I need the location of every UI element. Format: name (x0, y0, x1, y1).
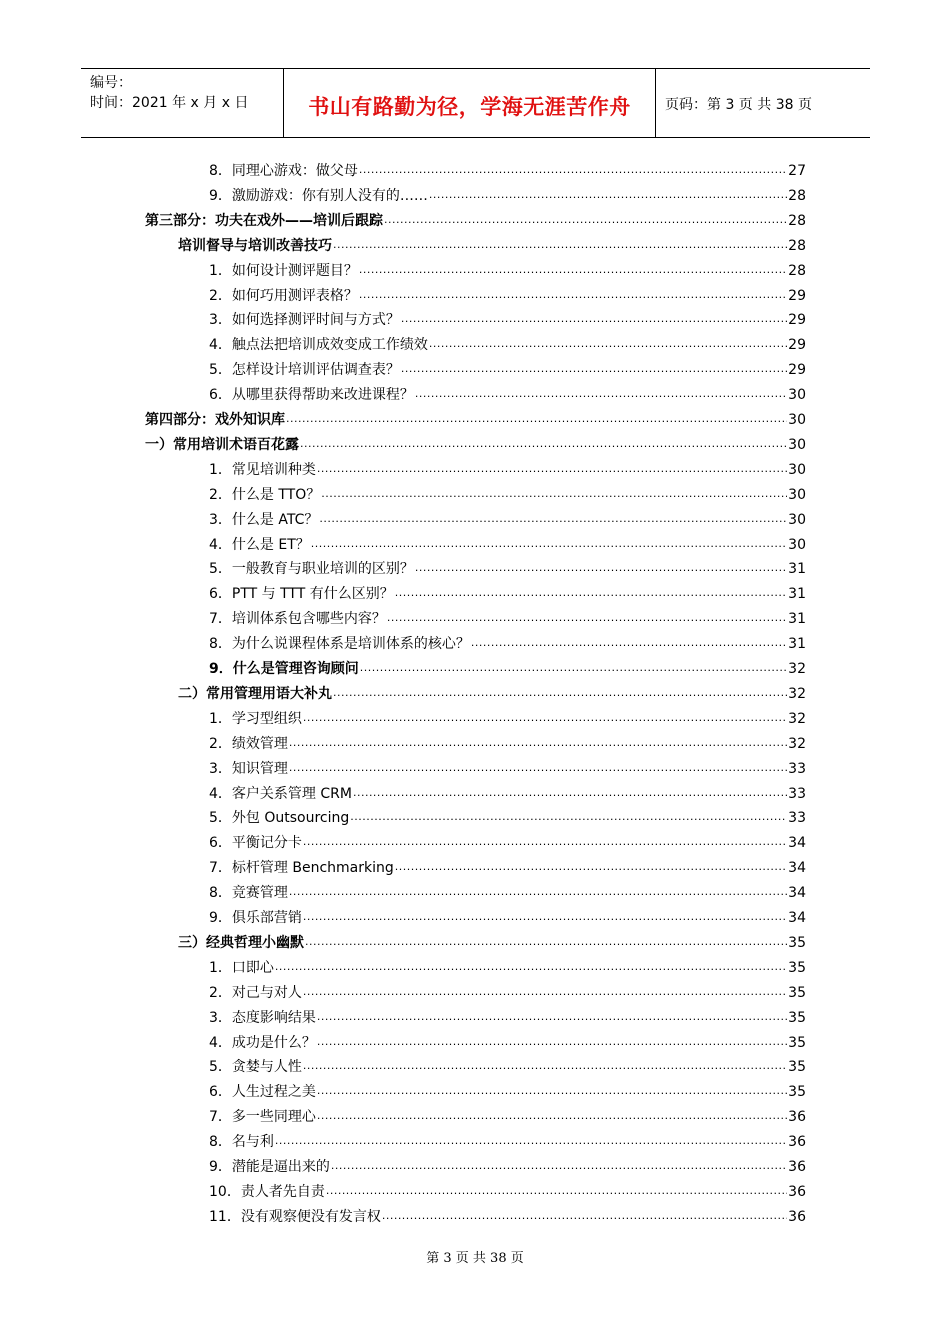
toc-entry-page-number: 30 (788, 462, 806, 478)
toc-entry[interactable] (209, 1106, 806, 1126)
toc-entry-title: 7．多一些同理心 (209, 1109, 316, 1125)
toc-entry-title: 1．口即心 (209, 960, 274, 976)
toc-entry-page-number: 34 (788, 835, 806, 851)
toc-entry-page-number: 31 (788, 561, 806, 577)
toc-dot-leader (319, 512, 787, 526)
toc-entry[interactable] (209, 309, 806, 329)
toc-dot-leader (289, 885, 787, 899)
toc-entry-page-number: 35 (788, 935, 806, 951)
toc-entry-page-number: 34 (788, 910, 806, 926)
toc-entry-title: 三）经典哲理小幽默 (178, 935, 304, 951)
toc-dot-leader (303, 711, 787, 725)
toc-dot-leader (429, 337, 787, 351)
toc-entry-page-number: 30 (788, 537, 806, 553)
toc-dot-leader (303, 910, 787, 924)
toc-dot-leader (350, 810, 787, 824)
toc-dot-leader (317, 1084, 787, 1098)
toc-dot-leader (382, 1209, 787, 1223)
toc-entry[interactable] (209, 1007, 806, 1027)
toc-dot-leader (384, 213, 787, 227)
toc-entry-title: 2．什么是 TTO？ (209, 487, 321, 503)
toc-entry[interactable] (209, 359, 806, 379)
toc-entry[interactable] (209, 982, 806, 1002)
toc-entry[interactable] (209, 807, 806, 827)
toc-dot-leader (333, 686, 787, 700)
toc-entry-title: 2．如何巧用测评表格？ (209, 288, 358, 304)
toc-dot-leader (333, 238, 787, 252)
toc-entry[interactable] (209, 633, 806, 653)
toc-entry-title: 3．知识管理 (209, 761, 288, 777)
toc-entry-title: 3．什么是 ATC？ (209, 512, 319, 528)
toc-dot-leader (300, 437, 787, 451)
toc-entry[interactable] (209, 783, 806, 803)
toc-entry-page-number: 31 (788, 611, 806, 627)
toc-dot-leader (359, 288, 787, 302)
toc-entry[interactable] (209, 1131, 806, 1151)
header-page-info: 页码：第 3 页 共 38 页 (665, 97, 812, 113)
toc-entry-title: 9．什么是管理咨询顾问 (209, 661, 359, 677)
toc-entry-page-number: 35 (788, 1035, 806, 1051)
toc-entry-page-number: 28 (788, 188, 806, 204)
toc-entry-title: 6．人生过程之美 (209, 1084, 316, 1100)
toc-dot-leader (429, 188, 787, 202)
toc-dot-leader (359, 263, 787, 277)
toc-entry-page-number: 31 (788, 636, 806, 652)
toc-entry-title: 6．平衡记分卡 (209, 835, 302, 851)
toc-entry-page-number: 36 (788, 1134, 806, 1150)
toc-dot-leader (395, 860, 787, 874)
toc-entry[interactable] (178, 932, 806, 952)
toc-dot-leader (415, 387, 787, 401)
toc-entry-page-number: 30 (788, 387, 806, 403)
toc-entry-page-number: 35 (788, 1059, 806, 1075)
toc-entry[interactable] (209, 1156, 806, 1176)
toc-entry[interactable] (209, 1081, 806, 1101)
toc-entry-title: 11．没有观察便没有发言权 (209, 1209, 381, 1225)
toc-dot-leader (286, 412, 787, 426)
toc-entry[interactable] (178, 683, 806, 703)
toc-dot-leader (303, 835, 787, 849)
toc-entry[interactable] (209, 608, 806, 628)
toc-entry-page-number: 36 (788, 1184, 806, 1200)
toc-entry-page-number: 28 (788, 213, 806, 229)
toc-entry-page-number: 34 (788, 860, 806, 876)
toc-entry-title: 1．如何设计测评题目？ (209, 263, 358, 279)
toc-entry-title: 4．客户关系管理 CRM (209, 786, 352, 802)
toc-entry-page-number: 33 (788, 761, 806, 777)
header-meta-cell (81, 69, 283, 137)
toc-entry[interactable] (209, 658, 806, 678)
toc-entry-page-number: 32 (788, 736, 806, 752)
toc-dot-leader (401, 362, 787, 376)
toc-entry-page-number: 35 (788, 1010, 806, 1026)
toc-entry[interactable] (209, 334, 806, 354)
toc-entry-title: 4．触点法把培训成效变成工作绩效 (209, 337, 428, 353)
toc-entry-page-number: 33 (788, 810, 806, 826)
toc-dot-leader (303, 1059, 787, 1073)
toc-entry-page-number: 30 (788, 512, 806, 528)
toc-entry[interactable] (209, 484, 806, 504)
toc-entry-title: 二）常用管理用语大补丸 (178, 686, 332, 702)
toc-entry-title: 8．名与利 (209, 1134, 274, 1150)
toc-dot-leader (359, 163, 787, 177)
toc-entry-title: 培训督导与培训改善技巧 (178, 238, 332, 254)
toc-entry-title: 6．从哪里获得帮助来改进课程？ (209, 387, 414, 403)
toc-entry-page-number: 36 (788, 1209, 806, 1225)
toc-entry-page-number: 30 (788, 437, 806, 453)
toc-entry[interactable] (209, 459, 806, 479)
toc-dot-leader (289, 736, 787, 750)
toc-entry-page-number: 36 (788, 1109, 806, 1125)
toc-entry-title: 8．竞赛管理 (209, 885, 288, 901)
toc-entry[interactable] (209, 957, 806, 977)
toc-entry[interactable] (209, 534, 806, 554)
toc-entry[interactable] (209, 185, 806, 205)
toc-entry-page-number: 29 (788, 337, 806, 353)
toc-entry[interactable] (178, 235, 806, 255)
toc-entry-page-number: 30 (788, 412, 806, 428)
toc-entry[interactable] (145, 409, 806, 429)
toc-dot-leader (387, 611, 787, 625)
toc-entry-page-number: 35 (788, 960, 806, 976)
toc-entry-title: 8．同理心游戏：做父母 (209, 163, 358, 179)
toc-entry-title: 10．责人者先自责 (209, 1184, 325, 1200)
toc-entry[interactable] (209, 583, 806, 603)
toc-dot-leader (311, 537, 787, 551)
toc-entry[interactable] (209, 160, 806, 180)
toc-dot-leader (317, 1035, 787, 1049)
toc-dot-leader (317, 1109, 787, 1123)
toc-entry-title: 4．什么是 ET？ (209, 537, 310, 553)
toc-entry-page-number: 35 (788, 1084, 806, 1100)
toc-dot-leader (317, 462, 787, 476)
toc-dot-leader (360, 661, 787, 675)
toc-entry[interactable] (209, 882, 806, 902)
header-slogan: 书山有路勤为径，学海无涯苦作舟 (308, 95, 631, 119)
toc-dot-leader (353, 786, 787, 800)
toc-dot-leader (321, 487, 787, 501)
toc-entry[interactable] (209, 708, 806, 728)
page-header (81, 68, 870, 138)
toc-entry-title: 5．外包 Outsourcing (209, 810, 350, 826)
toc-entry-title: 第四部分：戏外知识库 (145, 412, 285, 428)
toc-entry[interactable] (209, 260, 806, 280)
toc-entry-page-number: 32 (788, 711, 806, 727)
toc-dot-leader (305, 935, 787, 949)
toc-entry-page-number: 32 (788, 661, 806, 677)
toc-entry[interactable] (209, 1032, 806, 1052)
page-footer: 第 3 页 共 38 页 (426, 1251, 524, 1266)
toc-entry-page-number: 32 (788, 686, 806, 702)
toc-dot-leader (303, 985, 787, 999)
toc-entry-page-number: 35 (788, 985, 806, 1001)
document-number-label: 编号： (90, 75, 132, 91)
toc-entry[interactable] (209, 857, 806, 877)
toc-entry-title: 7．培训体系包含哪些内容？ (209, 611, 386, 627)
toc-entry-page-number: 28 (788, 238, 806, 254)
toc-entry[interactable] (145, 434, 806, 454)
toc-dot-leader (275, 1134, 787, 1148)
toc-entry-page-number: 29 (788, 288, 806, 304)
toc-entry[interactable] (209, 733, 806, 753)
toc-entry[interactable] (209, 758, 806, 778)
header-slogan-cell (283, 69, 656, 137)
toc-entry[interactable] (209, 509, 806, 529)
toc-entry-title: 1．常见培训种类 (209, 462, 316, 478)
toc-entry[interactable] (209, 832, 806, 852)
toc-entry[interactable] (209, 1056, 806, 1076)
toc-entry-title: 3．态度影响结果 (209, 1010, 316, 1026)
toc-dot-leader (317, 1010, 787, 1024)
toc-entry-page-number: 28 (788, 263, 806, 279)
toc-dot-leader (289, 761, 787, 775)
toc-entry-title: 7．标杆管理 Benchmarking (209, 860, 394, 876)
toc-entry-title: 第三部分：功夫在戏外——培训后跟踪 (145, 213, 383, 229)
toc-entry-title: 一）常用培训术语百花露 (145, 437, 299, 453)
toc-dot-leader (415, 561, 787, 575)
toc-entry-title: 9．俱乐部营销 (209, 910, 302, 926)
toc-entry-title: 9．潜能是逼出来的 (209, 1159, 330, 1175)
toc-entry[interactable] (209, 1181, 806, 1201)
toc-dot-leader (395, 586, 787, 600)
toc-entry-title: 8．为什么说课程体系是培训体系的核心？ (209, 636, 470, 652)
toc-entry-title: 9．激励游戏：你有别人没有的…… (209, 188, 428, 204)
toc-entry-title: 3．如何选择测评时间与方式？ (209, 312, 400, 328)
toc-entry-page-number: 31 (788, 586, 806, 602)
toc-dot-leader (401, 312, 787, 326)
toc-entry[interactable] (209, 285, 806, 305)
document-date-label: 时间：2021 年 x 月 x 日 (90, 95, 249, 111)
toc-entry[interactable] (209, 1206, 806, 1226)
toc-entry-title: 5．一般教育与职业培训的区别？ (209, 561, 414, 577)
toc-dot-leader (326, 1184, 787, 1198)
toc-entry-title: 4．成功是什么？ (209, 1035, 316, 1051)
toc-entry[interactable] (209, 907, 806, 927)
toc-entry-page-number: 30 (788, 487, 806, 503)
toc-entry-page-number: 27 (788, 163, 806, 179)
toc-entry-title: 2．对己与对人 (209, 985, 302, 1001)
toc-entry-title: 6．PTT 与 TTT 有什么区别？ (209, 586, 394, 602)
toc-entry-title: 2．绩效管理 (209, 736, 288, 752)
toc-entry-title: 1．学习型组织 (209, 711, 302, 727)
toc-dot-leader (471, 636, 787, 650)
toc-entry-page-number: 29 (788, 312, 806, 328)
toc-entry[interactable] (145, 210, 806, 230)
toc-entry-page-number: 36 (788, 1159, 806, 1175)
header-page-cell (656, 69, 870, 137)
toc-dot-leader (331, 1159, 787, 1173)
toc-entry[interactable] (209, 558, 806, 578)
toc-entry-title: 5．怎样设计培训评估调查表？ (209, 362, 400, 378)
toc-entry-page-number: 33 (788, 786, 806, 802)
toc-entry-page-number: 34 (788, 885, 806, 901)
toc-entry[interactable] (209, 384, 806, 404)
toc-entry-title: 5．贪婪与人性 (209, 1059, 302, 1075)
toc-dot-leader (275, 960, 787, 974)
toc-entry-page-number: 29 (788, 362, 806, 378)
